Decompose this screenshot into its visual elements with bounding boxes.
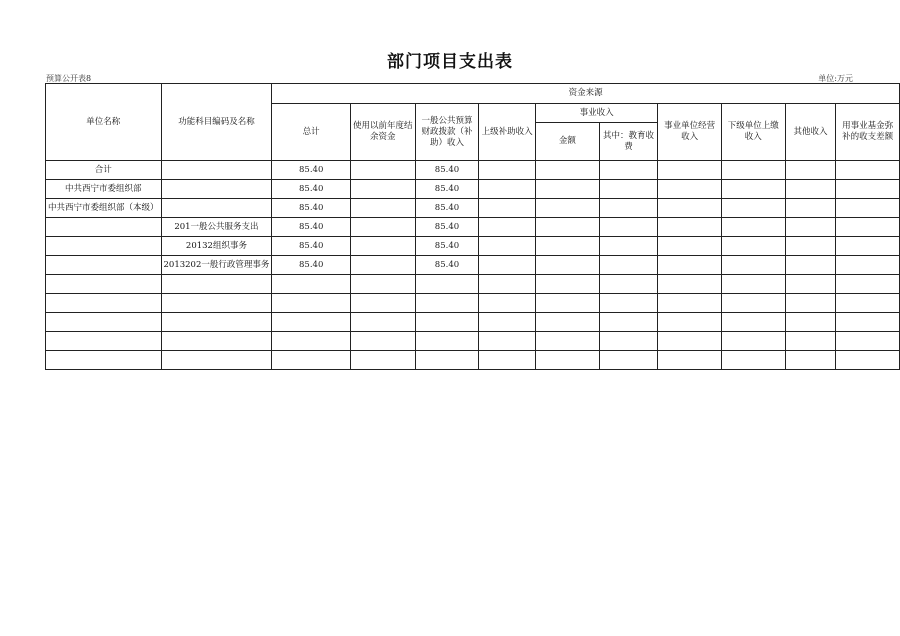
page-title: 部门项目支出表: [387, 52, 513, 72]
table-row: [46, 218, 900, 237]
row-unit: 中共西宁市委组织部: [46, 180, 162, 199]
unit-label: 单位:万元: [818, 74, 853, 83]
table-row: [46, 256, 900, 275]
header-subordinate-income: 下级单位上缴收入: [721, 104, 785, 161]
table-row: [46, 180, 900, 199]
empty-row: [46, 313, 900, 332]
header-business-income: 事业收入: [536, 104, 658, 123]
row-unit: [46, 237, 162, 256]
row-unit: 中共西宁市委组织部（本级）: [46, 199, 162, 218]
empty-row: [46, 275, 900, 294]
row-func: 201一般公共服务支出: [161, 218, 272, 237]
empty-row: [46, 294, 900, 313]
header-unit-name: 单位名称: [46, 84, 162, 161]
header-other-income: 其他收入: [785, 104, 836, 161]
header-fund-balance: 用事业基金弥补的收支差额: [836, 104, 900, 161]
row-total: 85.40: [272, 256, 351, 275]
row-total: 85.40: [272, 161, 351, 180]
row-unit: 合计: [46, 161, 162, 180]
row-func: 20132组织事务: [161, 237, 272, 256]
header-total: 总计: [272, 104, 351, 161]
header-superior-subsidy: 上级补助收入: [479, 104, 536, 161]
row-total: 85.40: [272, 180, 351, 199]
empty-row: [46, 351, 900, 370]
row-general: 85.40: [415, 237, 479, 256]
row-total: 85.40: [272, 218, 351, 237]
table-row: [46, 161, 900, 180]
header-fund-source: 资金来源: [272, 84, 900, 104]
header-amount: 金额: [536, 123, 600, 161]
row-general: 85.40: [415, 199, 479, 218]
row-func: [161, 199, 272, 218]
header-prior-balance: 使用以前年度结余资金: [351, 104, 416, 161]
row-func: 2013202一般行政管理事务: [161, 256, 272, 275]
row-general: 85.40: [415, 256, 479, 275]
row-total: 85.40: [272, 237, 351, 256]
row-general: 85.40: [415, 218, 479, 237]
row-total: 85.40: [272, 199, 351, 218]
row-func: [161, 180, 272, 199]
expenditure-table: [45, 83, 900, 370]
header-general-budget: 一般公共预算财政拨款（补助）收入: [415, 104, 479, 161]
table-row: [46, 199, 900, 218]
empty-row: [46, 332, 900, 351]
header-operating-income: 事业单位经营收入: [658, 104, 722, 161]
form-code: 预算公开表8: [46, 74, 92, 83]
row-unit: [46, 218, 162, 237]
header-edu-fee: 其中：教育收费: [599, 123, 658, 161]
row-general: 85.40: [415, 180, 479, 199]
row-unit: [46, 256, 162, 275]
row-func: [161, 161, 272, 180]
table-row: [46, 237, 900, 256]
header-func-code: 功能科目编码及名称: [161, 84, 272, 161]
row-general: 85.40: [415, 161, 479, 180]
